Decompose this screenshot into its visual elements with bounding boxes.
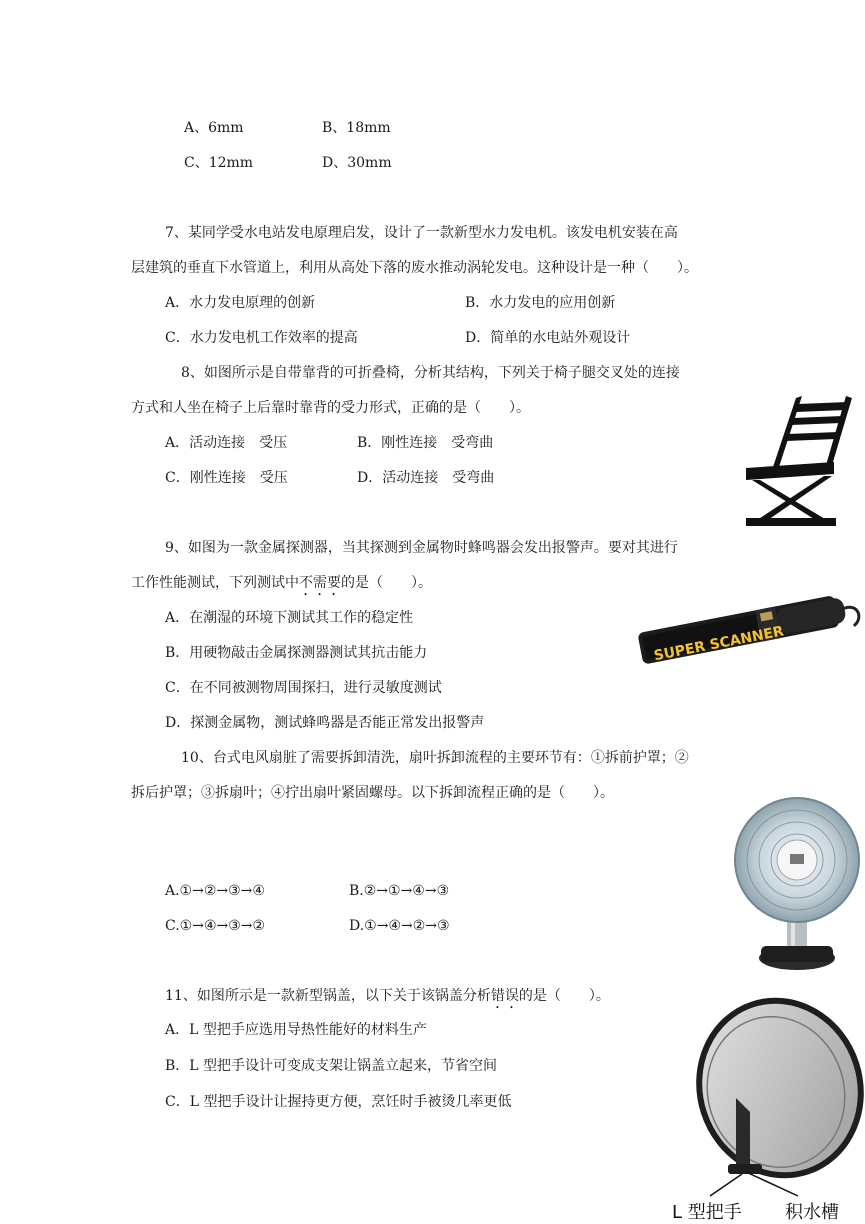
scanner-text: SUPER SCANNER <box>652 623 786 665</box>
q9-stem-emphasis: 不需要 <box>299 575 341 591</box>
q8-stem-line1: 8、如图所示是自带靠背的可折叠椅，分析其结构，下列关于椅子腿交叉处的连接 <box>181 365 680 381</box>
q11-option-a: A．L 型把手应选用导热性能好的材料生产 <box>165 1022 427 1038</box>
q11-stem <box>165 987 610 1012</box>
q7-option-b: B．水力发电的应用创新 <box>465 295 616 311</box>
q8-option-c: C．刚性连接 受压 <box>165 470 288 486</box>
q6-option-b: B、18mm <box>322 120 391 136</box>
q7-stem-line1: 7、某同学受水电站发电原理启发，设计了一款新型水力发电机。该发电机安装在高 <box>165 225 678 241</box>
q9-stem-part2: 的是（ ）。 <box>341 575 432 591</box>
q11-stem-part1: 11、如图所示是一款新型锅盖，以下关于该锅盖分析 <box>165 988 491 1004</box>
q10-option-a: A.①→②→③→④ <box>165 883 265 899</box>
label-water-trough: 积水槽 <box>785 1202 839 1223</box>
q8-option-d: D．活动连接 受弯曲 <box>357 470 495 486</box>
q8-option-a: A．活动连接 受压 <box>165 435 288 451</box>
q9-option-c: C．在不同被测物周围探扫，进行灵敏度测试 <box>165 680 442 696</box>
label-l-handle: L 型把手 <box>672 1202 742 1223</box>
q10-option-d: D.①→④→②→③ <box>349 918 450 934</box>
folding-chair-figure <box>738 392 862 528</box>
q8-option-b: B．刚性连接 受弯曲 <box>357 435 494 451</box>
q9-stem-part1: 工作性能测试，下列测试中 <box>131 575 299 591</box>
q7-option-d: D．简单的水电站外观设计 <box>465 330 631 346</box>
q9-option-a: A．在潮湿的环境下测试其工作的稳定性 <box>165 610 414 626</box>
q11-stem-part2: 的是（ ）。 <box>518 988 610 1004</box>
metal-detector-figure <box>632 582 864 670</box>
q11-stem-emphasis: 错误 <box>490 988 519 1004</box>
q6-option-a: A、6mm <box>184 120 244 136</box>
q10-stem-line2: 拆后护罩；③拆扇叶；④拧出扇叶紧固螺母。以下拆卸流程正确的是（ ）。 <box>131 785 614 801</box>
desk-fan-figure <box>733 796 863 976</box>
q10-option-b: B.②→①→④→③ <box>349 883 450 899</box>
q7-option-a: A．水力发电原理的创新 <box>165 295 316 311</box>
q6-option-d: D、30mm <box>322 155 392 171</box>
pot-lid-figure <box>688 996 864 1198</box>
q8-stem-line2: 方式和人坐在椅子上后靠时靠背的受力形式，正确的是（ ）。 <box>131 400 530 416</box>
q10-stem-line1: 10、台式电风扇脏了需要拆卸清洗，扇叶拆卸流程的主要环节有：①拆前护罩；② <box>181 750 689 766</box>
q9-option-d: D．探测金属物，测试蜂鸣器是否能正常发出报警声 <box>165 715 485 731</box>
q11-option-c: C．L 型把手设计让握持更方便，烹饪时手被烫几率更低 <box>165 1094 512 1110</box>
q7-stem-line2: 层建筑的垂直下水管道上，利用从高处下落的废水推动涡轮发电。这种设计是一种（ ）。 <box>131 260 698 276</box>
q7-option-c: C．水力发电机工作效率的提高 <box>165 330 358 346</box>
q10-option-c: C.①→④→③→② <box>165 918 266 934</box>
q9-stem-line1: 9、如图为一款金属探测器，当其探测到金属物时蜂鸣器会发出报警声。要对其进行 <box>165 540 678 556</box>
q9-option-b: B．用硬物敲击金属探测器测试其抗击能力 <box>165 645 428 661</box>
q11-option-b: B．L 型把手设计可变成支架让锅盖立起来，节省空间 <box>165 1058 498 1074</box>
q9-stem-line2 <box>131 574 432 599</box>
q6-option-c: C、12mm <box>184 155 254 171</box>
